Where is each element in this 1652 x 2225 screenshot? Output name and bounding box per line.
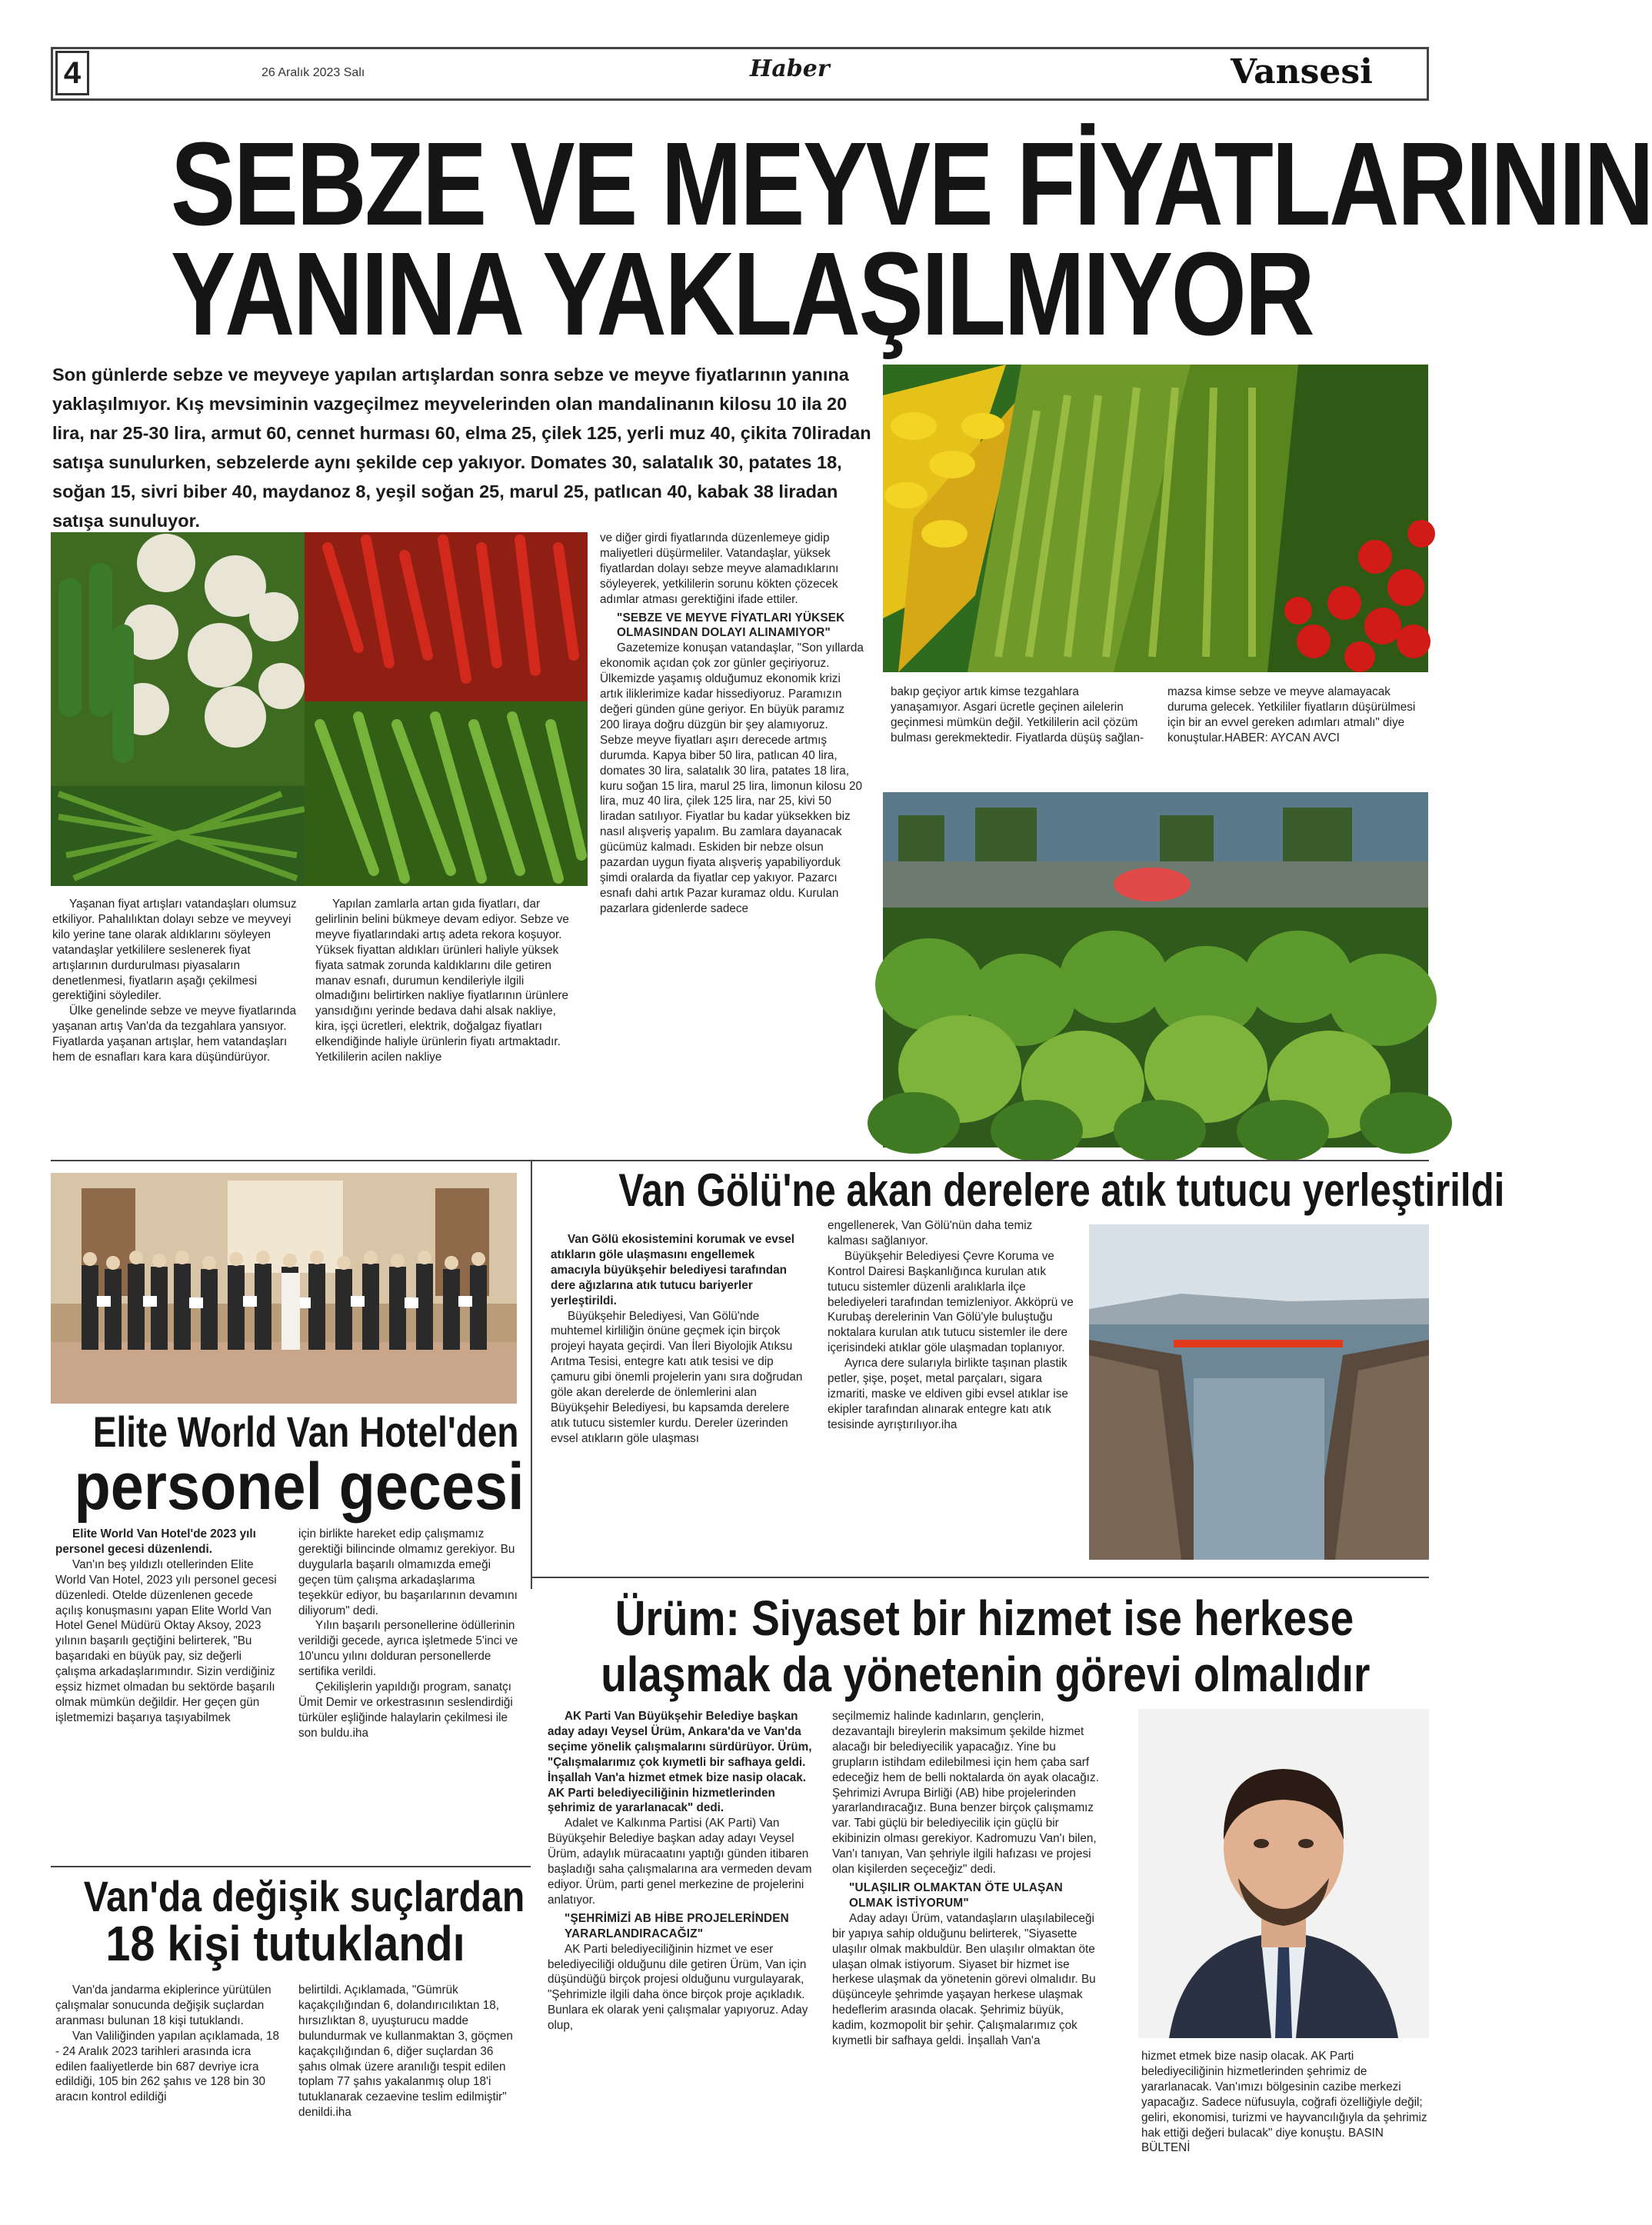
- main-col3-body: Gazetemize konuşan vatandaşlar, "Son yıllarda ekonomik açıdan çok zor günler geçiriyoruz. Ülkemizde yaşamış olduğumuz ekonomik krizi artık iliklerimize kadar hissediyoruz. Paramızın değeri günden güne geriyor. En büyük paramız 200 liraya doğru düzgün bir şey alamıyoruz. Sebze meyve fiyatları aşırı derecede artmış durumda. Kapya biber 50 lira, patlıcan 40 lira, domates 30 lira, salatalık 30 lira, patates 18 lira, kuru soğan 15 lira, marul 25 lira, limonun kilosu 20 lira, muz 40 lira, çilek 125 lira, nar 25, kivi 50 liradan satılıyor. Fiyatlar bu kadar yüksekken biz nasıl alışveriş yapalım. Bu zamlara dayanacak gücümüz kalmadı. Eskiden bir nebze olsun pazardan uygun fiyata alışveriş yapabiliyorduk şimdi oralarda da fiyatlar cep yakıyor. Pazarcı esnafı dahi artık Pazar kuramaz oldu. Kurulan pazarlara gidenlerde sadece: [600, 641, 864, 915]
- main-story-col3: [600, 531, 864, 917]
- lake-story-col1: [551, 1232, 804, 1447]
- lake-story-col2: [828, 1218, 1074, 1433]
- arrest-col2-para1: belirtildi. Açıklamada, "Gümrük kaçakçılığından 6, dolandırıcılıktan 18, hırsızlıktan 8, uyuşturucu madde bulundurmak ve kullanmaktan 3, göçmen kaçakçılığından 6, diğer suçlardan 36 şahıs olmak üzere aranılığı tespit edilen toplam 77 şahıs yakalanmış olup 18'i tutuklanarak cezaevine teslim edilmiştir" denildi.iha: [298, 1984, 513, 2120]
- main-col3-subhead: "SEBZE VE MEYVE FİYATLARI YÜKSEK OLMASINDAN DOLAYI ALINAMIYOR": [617, 611, 845, 640]
- page-header: [51, 47, 1429, 101]
- hotel-col2-para1: için birlikte hareket edip çalışmamız gerektiği bilincinde olmamız gerekiyor. Bu duygularla başarılı olmamızda emeği geçen tüm çalışma arkadaşlarıma teşekkür ediyor, bu başarılarının devamını diliyorum" dedi.: [298, 1527, 518, 1617]
- urum-col2-subhead: "ULAŞILIR OLMAKTAN ÖTE ULAŞAN OLMAK İSTİYORUM": [849, 1880, 1063, 1910]
- urum-headline-line2: ulaşmak da yönetenin görevi olmalıdır: [601, 1647, 1371, 1702]
- main-col2-para1: Yapılan zamlarla artan gıda fiyatları, dar gelirlinin belini bükmeye devam ediyor. Sebze ve meyve fiyatlarındaki artış adeta rekora koşuyor. Yüksek fiyattan aldıkları ürünleri haliyle yüksek fiyata satmak zorunda kaldıklarını dile getiren manav esnafı, durumun kendileriyle ilgili olmadığını belirtirken nakliye fiyatlarının ürünlere yansıdığını yerinde bedava dahi alsak nakliye, kira, işçi ücretleri, elektrik, doğalgaz fiyatları elkendiğinde haliyle ürünlerin fiyatı artmaktadır. Yetkililerin acilen nakliye: [315, 898, 569, 1064]
- hotel-headline-line2: personel gecesi: [74, 1450, 525, 1524]
- section-name: Haber: [750, 55, 830, 82]
- main-headline-line2: YANINA YAKLAŞILMIYOR: [171, 228, 1314, 360]
- urum-col2-body2: Aday adayı Ürüm, vatandaşların ulaşılabileceği bir yapıya sahip olduğunu belirterek, "Siyasette ulaşılır olmak makbuldür. Ben ulaşılır olmaktan öte ulaşan olmak istiyorum. Siyaset bir hizmet ise herkese ulaşmak da yönetenin görevi olmalıdır. Bu düşünceyle şehrimde yaşayan herkese ulaşmak hedeflerim arasında olacak. Şehrimiz büyük, kadim, kozmopolit bir şehir. Çalışmalarımız çok kıymetli bir safhaya geldi. İnşallah Van'a: [832, 1911, 1096, 2048]
- urum-col2-body: seçilmemiz halinde kadınların, gençlerin, dezavantajlı bireylerin maksimum şekilde hizmet alacağı bir belediyecilik yapacağız. Yine bu grupların istihdam edilebilmesi için hem çaba sarf edeceğiz hem de belli noktalarda ön ayak olacağız. Şehrimizi Avrupa Birliği (AB) hibe projelerinden yararlandıracağız. Buna benzer birçok çalışmamız var. Tabi güçlü bir belediyecilik için güçlü bir ekibinizin olması gerekiyor. Kadromuzu Van'ı bilen, Van'ı tanıyan, Van şehriyle ilgili hafızası ve projesi olan kişilerden seçeceğiz" dedi.: [832, 1710, 1099, 1877]
- hotel-headline-line1: Elite World Van Hotel'den: [92, 1407, 519, 1456]
- lake-lead: Van Gölü ekosistemini korumak ve evsel atıkların göle ulaşmasını engellemek amacıyla büyükşehir belediyesi tarafından dere ağızlarına atık tutucu bariyerler yerleştirildi.: [551, 1233, 795, 1307]
- market-image: [883, 792, 1428, 1147]
- lake-barrier-photo: [1089, 1224, 1429, 1560]
- main-intro: Son günlerde sebze ve meyveye yapılan artışlardan sonra sebze ve meyve fiyatlarının yanına yaklaşılmıyor. Kış mevsiminin vazgeçilmez meyvelerinden olan mandalinanın kilosu 10 ila 20 lira, nar 25-30 lira, armut 60, cennet hurması 60, elma 25, çilek 125, yerli muz 40, çikita 70liradan satışa sunulurken, sebzelerde aynı şekilde cep yakıyor. Domates 30, salatalık 30, patates 18, soğan 15, sivri biber 40, maydanoz 8, yeşil soğan 25, marul 25, patlıcan 40, kabak 38 liradan satışa sunuluyor.: [52, 365, 871, 531]
- urum-headline-line1: Ürüm: Siyaset bir hizmet ise herkese: [615, 1590, 1354, 1646]
- issue-date: 26 Aralık 2023 Salı: [261, 66, 365, 79]
- hotel-col2-para3: Çekilişlerin yapıldığı program, sanatçı Ümit Demir ve orkestrasının seslendirdiği türküler eşliğinde halaylarin çekilmesi ile son buldu.iha: [298, 1680, 513, 1740]
- main-story-col1: [52, 897, 301, 1065]
- candidate-portrait-image: [1138, 1709, 1429, 2038]
- newspaper-brand: Vansesi: [1231, 52, 1373, 92]
- lake-col2-para2: Büyükşehir Belediyesi Çevre Koruma ve Kontrol Dairesi Başkanlığınca kurulan atık tutucu sistemler düzenli aralıklarla ilçe belediyeleri tarafından temizleniyor. Akköprü ve Kurubaş derelerinin Van Gölü'yle buluştuğu noktalara kurulan atık tutucu sistemler ile dere içerisindeki atıklar göle ulaşmadan toplanıyor.: [828, 1249, 1074, 1355]
- urum-col1-body2: AK Parti belediyeciliğinin hizmet ve eser belediyeciliği olduğunu dile getiren Ürüm, Van için düşündüğü birçok projesi olduğunu vurgulayarak, "Şehrimizle ilgili daha önce birçok proje açıkladık. Bunlara ek olarak yeni çalışmalar yapıyoruz. Aday olup,: [548, 1942, 808, 2033]
- urum-col3-text: hizmet etmek bize nasip olacak. AK Parti belediyeciliğinin hizmetlerinden şehrimiz de yararlanacak. Van'ımızı bölgesinin cazibe merkezi yapacağız. Sadece nüfusuyla, coğrafi özelliğiyle değil; geliri, ekonomisi, turizmi ve hayvancılığıyla da şehrimiz hak ettiği değeri bulacak" diye konuştu. BASIN BÜLTENİ: [1141, 2050, 1427, 2155]
- urum-col1-body: Adalet ve Kalkınma Partisi (AK Parti) Van Büyükşehir Belediye başkan aday adayı Veysel Ürüm, adaylık müracaatını yaptığı günden itibaren başladığı saha çalışmalarına ara vermeden devam ediyor. Ürüm, parti genel merkezine de projelerini anlatıyor.: [548, 1817, 812, 1907]
- main-col1-para2: Ülke genelinde sebze ve meyve fiyatlarında yaşanan artış Van'da da tezgahlara yansıyor. Fiyatlarda yaşanan artışlar, hem vatandaşları hem de esnafları kara kara düşündürüyor.: [52, 1004, 297, 1064]
- lake-col2-para3: Ayrıca dere sularıyla birlikte taşınan plastik petler, şişe, poşet, metal parçaları, sigara izmariti, maske ve eldiven gibi evsel atıklar ise ekipler tarafından alınarak entegre katı atık tesisinde ayrıştırılıyor.iha: [828, 1357, 1068, 1431]
- page-number: 4: [55, 51, 89, 95]
- main-headline-line1: SEBZE VE MEYVE FİYATLARININ: [171, 118, 1652, 250]
- candidate-portrait: [1138, 1709, 1429, 2038]
- hotel-col2-para2: Yılın başarılı personellerine ödüllerinin verildiği gecede, ayrıca işletmede 5'inci ve 10'uncu yılını dolduran personellerde sertifika verildi.: [298, 1619, 518, 1679]
- main-col1-para1: Yaşanan fiyat artışları vatandaşları olumsuz etkiliyor. Pahalılıktan dolayı sebze ve meyveyi kilo yerine tane olarak aldıklarını söyleyen vatandaşlar yetkililere seslenerek fiyat artışlarının durdurulması piyasaların denetlenmesi, fiyatların aşağı çekilmesi gerektiğini söylediler.: [52, 898, 297, 1003]
- arrest-story-col1: [55, 1983, 280, 2105]
- hotel-story-col1: [55, 1527, 280, 1726]
- lake-col1-para1: Büyükşehir Belediyesi, Van Gölü'nde muhtemel kirliliğin önüne geçmek için birçok projeyi hayata geçirdi. Van İleri Biyolojik Atıksu Arıtma Tesisi, entegre katı atık tesisi ve dip çamuru gibi önemli projelerin yanı sıra doğrudan göle akan derelerde de önlemlerini alan Büyükşehir Belediyesi, bu kapsamda derelere atık tutucu sistemler kurdu. Dereler üzerinden evsel atıkların göle ulaşması: [551, 1309, 803, 1445]
- column-divider-1: [531, 1161, 532, 1589]
- main-col3-top: ve diğer girdi fiyatlarında düzenlemeye gidip maliyetleri düşürmeliler. Vatandaşlar, yüksek fiyatlardan dolayı sebze meyve alamadıklarını söyleyerek, yetkililerin sorunu kökten çözecek adımlar atması gerektiğini ifade ettiler.: [600, 531, 839, 606]
- urum-story-col3: [1141, 2049, 1429, 2156]
- arrest-story-col2: [298, 1983, 521, 2120]
- section-divider-1: [51, 1160, 1429, 1161]
- hotel-staff-photo: [51, 1173, 517, 1404]
- main-col5-text: mazsa kimse sebze ve meyve alamayacak duruma gelecek. Yetkililer fiyatların düşürülmesi için bir an evvel gereken adımları atmalı" diye konuştular.HABER: AYCAN AVCI: [1167, 685, 1416, 744]
- lake-col2-para1: engellenerek, Van Gölü'nün daha temiz kalması sağlanıyor.: [828, 1219, 1033, 1247]
- main-story-col2: [315, 897, 577, 1065]
- hotel-col1-para1: Van'ın beş yıldızlı otellerinden Elite World Van Hotel, 2023 yılı personel gecesi düzenledi. Otelde düzenlenen gecede açılış konuşmasını yapan Elite World Van Hotel Genel Müdürü Oktay Aksoy, 2023 yılının başarılı geçtiğini belirterek, "Bu başarıdaki en büyük pay, siz değerli çalışma arkadaşlarımındır. Sizin verdiğiniz eşsiz hizmet olmadan bu sektörde başarılı olmak mümkün değildir. Her geçen gün işletmemizi başarıya taşıyabilmek: [55, 1557, 277, 1724]
- urum-story-col1: [548, 1709, 814, 2033]
- hotel-staff-image: [51, 1173, 517, 1404]
- hotel-story-col2: [298, 1527, 521, 1741]
- vegetable-stall-image: [883, 365, 1428, 672]
- vegetable-stall-photo: [883, 365, 1428, 672]
- main-story-col5: [1167, 684, 1429, 746]
- urum-story-col2: [832, 1709, 1101, 2049]
- arrest-headline-line2: 18 kişi tutuklandı: [105, 1916, 465, 1971]
- peppers-cauliflower-photo: [51, 532, 588, 886]
- lake-headline: Van Gölü'ne akan derelere atık tutucu yerleştirildi: [618, 1164, 1505, 1216]
- lake-barrier-image: [1089, 1224, 1429, 1560]
- arrest-headline-line1: Van'da değişik suçlardan: [83, 1872, 525, 1920]
- main-story-col4: [891, 684, 1152, 746]
- arrest-col1-para2: Van Valiliğinden yapılan açıklamada, 18 - 24 Aralık 2023 tarihleri arasında icra edilen faaliyetlerde bin 687 devriye icra edildiği, 105 bin 262 şahıs ve 128 bin 30 aracın kontrol edildiği: [55, 2029, 280, 2104]
- arrest-col1-para1: Van'da jandarma ekiplerince yürütülen çalışmalar sonucunda değişik suçlardan aranması bulunan 18 kişi tutuklandı.: [55, 1984, 271, 2027]
- hotel-lead: Elite World Van Hotel'de 2023 yılı personel gecesi düzenlendi.: [55, 1527, 256, 1556]
- peppers-cauliflower-image: [51, 532, 588, 886]
- main-col4-text: bakıp geçiyor artık kimse tezgahlara yanaşamıyor. Asgari ücretle geçinen ailelerin geçinmesi mümkün değil. Yetkililerin acil çözüm bulması gerekmektedir. Fiyatlarda düşüş sağlan-: [891, 685, 1144, 744]
- market-photo: [883, 792, 1428, 1147]
- urum-col1-subhead: "ŞEHRİMİZİ AB HİBE PROJELERİNDEN YARARLANDIRACAĞIZ": [565, 1911, 789, 1940]
- section-divider-2: [532, 1577, 1429, 1578]
- section-divider-3: [51, 1866, 531, 1867]
- urum-lead: AK Parti Van Büyükşehir Belediye başkan aday adayı Veysel Ürüm, Ankara'da ve Van'da seçime yönelik çalışmalarını sürdürüyor. Ürüm, "Çalışmalarımız çok kıymetli bir safhaya geldi. İnşallah Van'a hizmet etmek bize nasip olacak. AK Parti belediyeciliğinin hizmetlerinden şehrimiz de yararlanacak" dedi.: [548, 1710, 812, 1815]
